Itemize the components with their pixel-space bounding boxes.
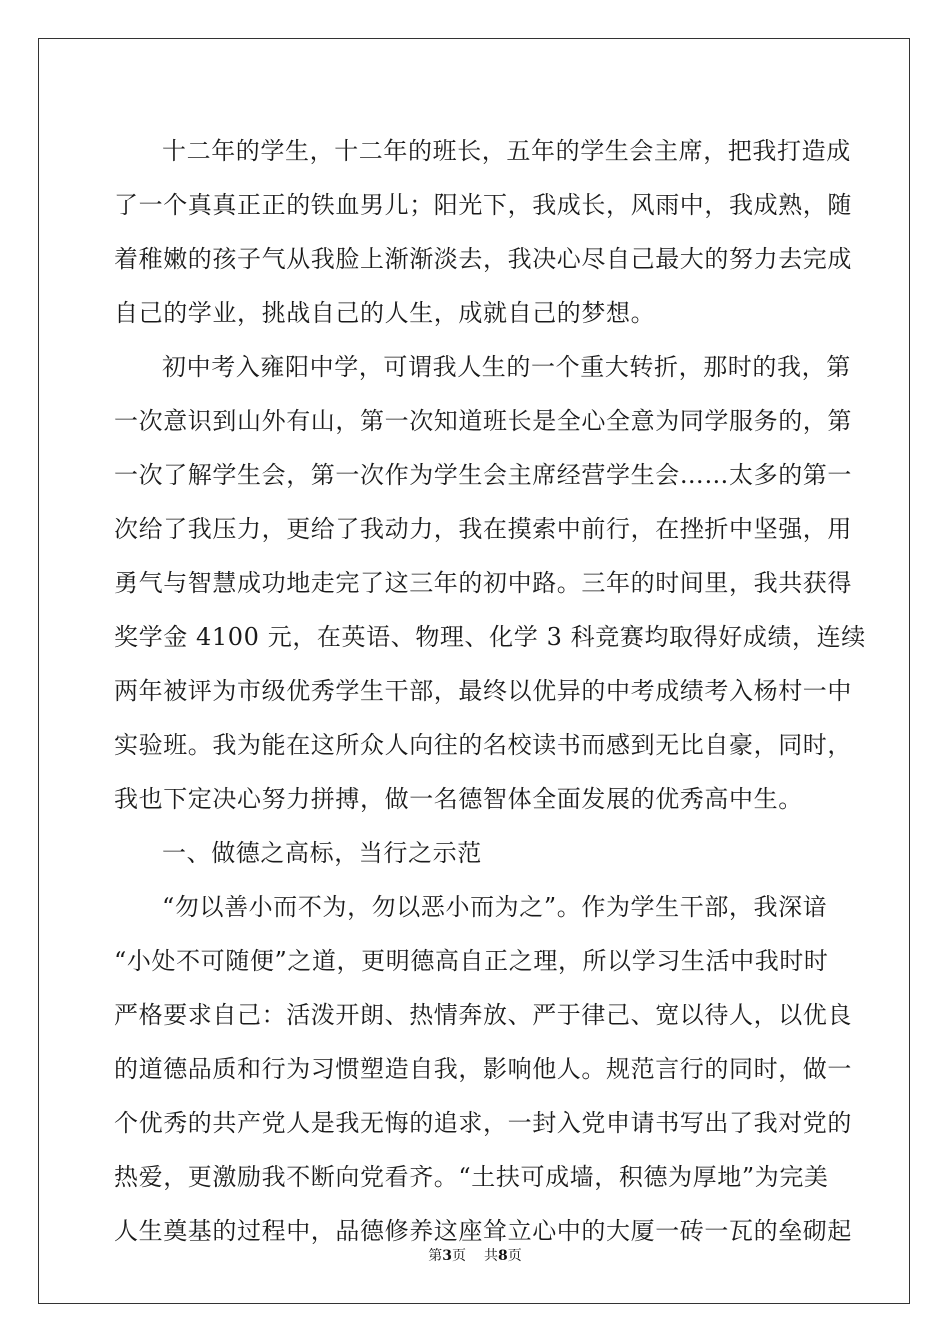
paragraph-line: 了一个真真正正的铁血男儿；阳光下，我成长，风雨中，我成熟，随 (114, 191, 852, 219)
paragraph-line: 初中考入雍阳中学，可谓我人生的一个重大转折，那时的我，第 (162, 353, 851, 381)
paragraph-line: 两年被评为市级优秀学生干部，最终以优异的中考成绩考入杨村一中 (114, 677, 852, 705)
paragraph-line: 着稚嫩的孩子气从我脸上渐渐淡去，我决心尽自己最大的努力去完成 (114, 245, 852, 273)
paragraph-line: 一次意识到山外有山，第一次知道班长是全心全意为同学服务的，第 (114, 407, 852, 435)
page-suffix: 页 (452, 1248, 466, 1264)
paragraph-line: 次给了我压力，更给了我动力，我在摸索中前行，在挫折中坚强，用 (114, 515, 852, 543)
total-suffix: 页 (507, 1248, 522, 1264)
paragraph-line: 奖学金 4100 元，在英语、物理、化学 3 科竞赛均取得好成绩，连续 (114, 623, 866, 651)
paragraph-line: “小处不可随便”之道，更明德高自正之理，所以学习生活中我时时 (114, 947, 829, 975)
paragraph-line: 一次了解学生会，第一次作为学生会主席经营学生会……太多的第一 (114, 461, 852, 489)
paragraph-line: 我也下定决心努力拼搏，做一名德智体全面发展的优秀高中生。 (114, 785, 803, 813)
paragraph-line: 实验班。我为能在这所众人向往的名校读书而感到无比自豪，同时， (114, 731, 852, 759)
paragraph-line: 十二年的学生，十二年的班长，五年的学生会主席，把我打造成 (162, 137, 851, 165)
paragraph-line: 个优秀的共产党人是我无悔的追求，一封入党申请书写出了我对党的 (114, 1109, 852, 1137)
paragraph-line: 勇气与智慧成功地走完了这三年的初中路。三年的时间里，我共获得 (114, 569, 852, 597)
page-number: 3 (442, 1248, 452, 1264)
paragraph-line: “勿以善小而不为，勿以恶小而为之”。作为学生干部，我深谙 (162, 893, 828, 921)
document-body (114, 124, 866, 1258)
page-footer (0, 1245, 950, 1265)
page-prefix: 第 (428, 1248, 443, 1264)
total-pages: 8 (498, 1248, 508, 1264)
paragraph-line: 的道德品质和行为习惯塑造自我，影响他人。规范言行的同时，做一 (114, 1055, 852, 1083)
section-heading: 一、做德之高标，当行之示范 (162, 839, 482, 867)
paragraph-line: 自己的学业，挑战自己的人生，成就自己的梦想。 (114, 299, 656, 327)
total-prefix: 共 (484, 1248, 498, 1264)
paragraph-line: 人生奠基的过程中，品德修养这座耸立心中的大厦一砖一瓦的垒砌起 (114, 1217, 852, 1245)
paragraph-line: 严格要求自己：活泼开朗、热情奔放、严于律己、宽以待人，以优良 (114, 1001, 852, 1029)
paragraph-line: 热爱，更激励我不断向党看齐。“土扶可成墙，积德为厚地”为完美 (114, 1163, 829, 1191)
